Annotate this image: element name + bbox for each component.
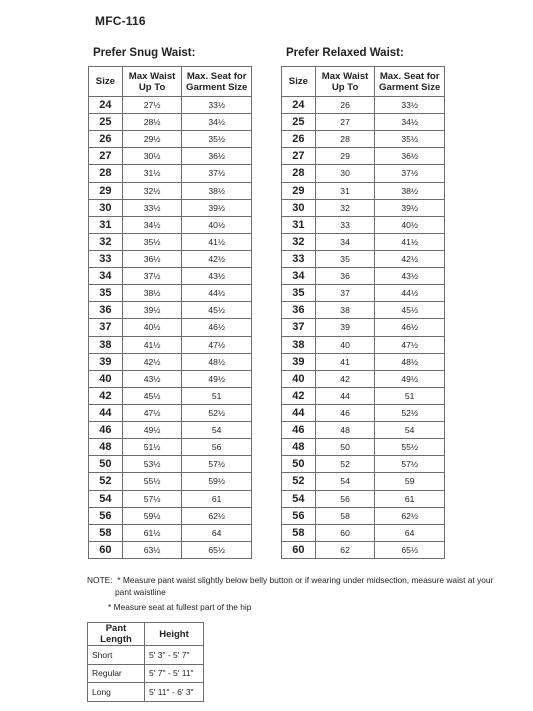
- max-waist-cell: 53½: [122, 456, 182, 473]
- table-row: [282, 114, 445, 131]
- size-cell: 60: [282, 541, 316, 558]
- size-cell: 31: [282, 216, 316, 233]
- max-seat-cell: 48½: [375, 353, 445, 370]
- size-cell: 34: [282, 268, 316, 285]
- max-seat-cell: 64: [375, 524, 445, 541]
- table-row: [282, 473, 445, 490]
- size-cell: 25: [89, 114, 123, 131]
- table-row: [282, 233, 445, 250]
- max-seat-cell: 51: [375, 387, 445, 404]
- table-row: [88, 683, 204, 702]
- table-row: [89, 490, 252, 507]
- size-cell: 31: [89, 216, 123, 233]
- note-line-1: [87, 574, 493, 586]
- max-seat-cell: 35½: [182, 131, 252, 148]
- size-cell: 30: [89, 199, 123, 216]
- max-seat-cell: 42½: [375, 250, 445, 267]
- max-waist-cell: 36: [315, 268, 375, 285]
- table-row: [282, 302, 445, 319]
- size-cell: 40: [89, 370, 123, 387]
- snug-waist-title: Prefer Snug Waist:: [93, 47, 196, 59]
- max-seat-cell: 51: [182, 387, 252, 404]
- table-row: [89, 114, 252, 131]
- table-row: [88, 646, 204, 665]
- max-waist-cell: 46: [315, 404, 375, 421]
- max-seat-cell: 34½: [375, 114, 445, 131]
- max-waist-cell: 42: [315, 370, 375, 387]
- max-seat-cell: 47½: [375, 336, 445, 353]
- max-waist-cell: 30½: [122, 148, 182, 165]
- max-seat-cell: 61: [182, 490, 252, 507]
- max-seat-cell: 40½: [375, 216, 445, 233]
- table-row: [89, 524, 252, 541]
- max-seat-cell: 65½: [375, 541, 445, 558]
- max-waist-cell: 35½: [122, 233, 182, 250]
- max-waist-cell: 41: [315, 353, 375, 370]
- size-cell: 44: [282, 404, 316, 421]
- max-seat-cell: 41½: [375, 233, 445, 250]
- table-row: [89, 97, 252, 114]
- max-waist-cell: 42½: [122, 353, 182, 370]
- height-cell: 5' 7" - 5' 11": [145, 664, 204, 683]
- max-seat-cell: 55½: [375, 439, 445, 456]
- table-row: [89, 319, 252, 336]
- table-row: [89, 387, 252, 404]
- max-seat-cell: 33½: [375, 97, 445, 114]
- size-cell: 48: [89, 439, 123, 456]
- max-seat-cell: 62½: [182, 507, 252, 524]
- size-cell: 56: [282, 507, 316, 524]
- header-max-seat: Max. Seat for Garment Size: [182, 67, 252, 97]
- max-waist-cell: 30: [315, 165, 375, 182]
- max-seat-cell: 65½: [182, 541, 252, 558]
- max-seat-cell: 37½: [182, 165, 252, 182]
- max-seat-cell: 44½: [182, 285, 252, 302]
- table-row: [89, 285, 252, 302]
- size-cell: 54: [89, 490, 123, 507]
- max-waist-cell: 27: [315, 114, 375, 131]
- max-waist-cell: 62: [315, 541, 375, 558]
- max-seat-cell: 57½: [375, 456, 445, 473]
- max-waist-cell: 39: [315, 319, 375, 336]
- size-cell: 56: [89, 507, 123, 524]
- max-seat-cell: 45½: [375, 302, 445, 319]
- table-row: [89, 507, 252, 524]
- max-seat-cell: 49½: [182, 370, 252, 387]
- table-row: [282, 524, 445, 541]
- pant-length-cell: Regular: [88, 664, 145, 683]
- max-waist-cell: 35: [315, 250, 375, 267]
- max-waist-cell: 55½: [122, 473, 182, 490]
- size-cell: 52: [89, 473, 123, 490]
- note-label: NOTE:: [87, 575, 113, 585]
- max-seat-cell: 36½: [182, 148, 252, 165]
- max-seat-cell: 52½: [182, 404, 252, 421]
- table-row: [89, 131, 252, 148]
- max-seat-cell: 43½: [375, 268, 445, 285]
- max-seat-cell: 52½: [375, 404, 445, 421]
- table-row: [89, 233, 252, 250]
- max-waist-cell: 43½: [122, 370, 182, 387]
- table-row: [89, 439, 252, 456]
- size-cell: 28: [89, 165, 123, 182]
- max-waist-cell: 48: [315, 422, 375, 439]
- size-cell: 36: [89, 302, 123, 319]
- max-seat-cell: 33½: [182, 97, 252, 114]
- max-waist-cell: 37½: [122, 268, 182, 285]
- max-seat-cell: 47½: [182, 336, 252, 353]
- size-cell: 33: [282, 250, 316, 267]
- table-row: [282, 439, 445, 456]
- table-row: [89, 302, 252, 319]
- max-waist-cell: 33½: [122, 199, 182, 216]
- table-row: [282, 285, 445, 302]
- max-seat-cell: 64: [182, 524, 252, 541]
- table-row: [282, 353, 445, 370]
- header-max-waist: Max Waist Up To: [122, 67, 182, 97]
- max-seat-cell: 37½: [375, 165, 445, 182]
- max-seat-cell: 46½: [375, 319, 445, 336]
- table-row: [89, 353, 252, 370]
- header-height: Height: [145, 623, 204, 646]
- table-row: [89, 148, 252, 165]
- header-max-seat: Max. Seat for Garment Size: [375, 67, 445, 97]
- max-waist-cell: 38½: [122, 285, 182, 302]
- size-cell: 54: [282, 490, 316, 507]
- size-cell: 38: [89, 336, 123, 353]
- max-seat-cell: 39½: [182, 199, 252, 216]
- size-cell: 26: [282, 131, 316, 148]
- size-cell: 27: [89, 148, 123, 165]
- size-cell: 40: [282, 370, 316, 387]
- table-row: [89, 456, 252, 473]
- max-seat-cell: 57½: [182, 456, 252, 473]
- table-row: [282, 216, 445, 233]
- table-row: [282, 336, 445, 353]
- relaxed-waist-title: Prefer Relaxed Waist:: [286, 47, 404, 59]
- max-waist-cell: 34½: [122, 216, 182, 233]
- table-row: [282, 148, 445, 165]
- size-cell: 37: [282, 319, 316, 336]
- table-row: [282, 268, 445, 285]
- max-waist-cell: 36½: [122, 250, 182, 267]
- max-seat-cell: 44½: [375, 285, 445, 302]
- header-size: Size: [89, 67, 123, 97]
- table-row: [89, 268, 252, 285]
- table-row: [89, 370, 252, 387]
- max-seat-cell: 41½: [182, 233, 252, 250]
- size-cell: 32: [282, 233, 316, 250]
- max-seat-cell: 39½: [375, 199, 445, 216]
- table-row: [88, 664, 204, 683]
- table-row: [89, 422, 252, 439]
- note-line-1-continued: pant waistline: [115, 587, 166, 597]
- max-seat-cell: 54: [375, 422, 445, 439]
- size-cell: 50: [89, 456, 123, 473]
- table-row: [282, 319, 445, 336]
- max-seat-cell: 54: [182, 422, 252, 439]
- max-waist-cell: 59½: [122, 507, 182, 524]
- size-cell: 33: [89, 250, 123, 267]
- note-line-2: * Measure seat at fullest part of the hip: [108, 602, 252, 612]
- max-waist-cell: 37: [315, 285, 375, 302]
- size-cell: 60: [89, 541, 123, 558]
- max-seat-cell: 38½: [375, 182, 445, 199]
- max-seat-cell: 49½: [375, 370, 445, 387]
- size-cell: 42: [89, 387, 123, 404]
- size-cell: 39: [89, 353, 123, 370]
- table-row: [282, 507, 445, 524]
- table-row: [282, 97, 445, 114]
- max-seat-cell: 34½: [182, 114, 252, 131]
- max-waist-cell: 58: [315, 507, 375, 524]
- max-waist-cell: 57½: [122, 490, 182, 507]
- size-cell: 39: [282, 353, 316, 370]
- max-waist-cell: 63½: [122, 541, 182, 558]
- size-cell: 29: [282, 182, 316, 199]
- size-cell: 24: [282, 97, 316, 114]
- height-cell: 5' 3" - 5' 7": [145, 646, 204, 665]
- table-row: [89, 473, 252, 490]
- max-seat-cell: 61: [375, 490, 445, 507]
- max-waist-cell: 60: [315, 524, 375, 541]
- table-row: [89, 199, 252, 216]
- max-waist-cell: 40½: [122, 319, 182, 336]
- max-waist-cell: 41½: [122, 336, 182, 353]
- size-cell: 42: [282, 387, 316, 404]
- max-waist-cell: 45½: [122, 387, 182, 404]
- size-cell: 34: [89, 268, 123, 285]
- table-row: [282, 456, 445, 473]
- table-row: [282, 182, 445, 199]
- max-waist-cell: 44: [315, 387, 375, 404]
- table-header-row: [282, 67, 445, 97]
- table-row: [282, 370, 445, 387]
- size-cell: 37: [89, 319, 123, 336]
- table-row: [282, 422, 445, 439]
- table-row: [282, 250, 445, 267]
- size-cell: 58: [282, 524, 316, 541]
- table-row: [282, 404, 445, 421]
- size-cell: 26: [89, 131, 123, 148]
- pant-length-table: [87, 622, 204, 702]
- table-header-row: [89, 67, 252, 97]
- max-waist-cell: 50: [315, 439, 375, 456]
- max-waist-cell: 47½: [122, 404, 182, 421]
- table-row: [89, 165, 252, 182]
- size-cell: 38: [282, 336, 316, 353]
- size-cell: 24: [89, 97, 123, 114]
- max-waist-cell: 51½: [122, 439, 182, 456]
- max-seat-cell: 59½: [182, 473, 252, 490]
- size-cell: 27: [282, 148, 316, 165]
- document-code: MFC-116: [95, 14, 146, 28]
- height-cell: 5' 11" - 6' 3": [145, 683, 204, 702]
- size-cell: 28: [282, 165, 316, 182]
- size-cell: 30: [282, 199, 316, 216]
- size-cell: 29: [89, 182, 123, 199]
- max-waist-cell: 39½: [122, 302, 182, 319]
- max-waist-cell: 28: [315, 131, 375, 148]
- max-waist-cell: 38: [315, 302, 375, 319]
- max-waist-cell: 29: [315, 148, 375, 165]
- table-row: [282, 199, 445, 216]
- max-seat-cell: 35½: [375, 131, 445, 148]
- max-seat-cell: 40½: [182, 216, 252, 233]
- table-row: [282, 131, 445, 148]
- max-seat-cell: 43½: [182, 268, 252, 285]
- max-seat-cell: 62½: [375, 507, 445, 524]
- relaxed-waist-table: [281, 66, 445, 559]
- table-header-row: [88, 623, 204, 646]
- max-seat-cell: 38½: [182, 182, 252, 199]
- size-cell: 44: [89, 404, 123, 421]
- table-row: [89, 182, 252, 199]
- table-row: [89, 404, 252, 421]
- max-seat-cell: 42½: [182, 250, 252, 267]
- table-row: [89, 541, 252, 558]
- max-seat-cell: 46½: [182, 319, 252, 336]
- max-waist-cell: 61½: [122, 524, 182, 541]
- max-waist-cell: 32½: [122, 182, 182, 199]
- table-row: [282, 490, 445, 507]
- max-seat-cell: 36½: [375, 148, 445, 165]
- header-size: Size: [282, 67, 316, 97]
- note-waist-text: * Measure pant waist slightly below belly button or if wearing under midsection, measure waist at your: [117, 575, 494, 585]
- max-waist-cell: 54: [315, 473, 375, 490]
- size-cell: 25: [282, 114, 316, 131]
- pant-length-cell: Long: [88, 683, 145, 702]
- max-waist-cell: 49½: [122, 422, 182, 439]
- size-cell: 50: [282, 456, 316, 473]
- table-row: [89, 250, 252, 267]
- max-seat-cell: 48½: [182, 353, 252, 370]
- max-waist-cell: 28½: [122, 114, 182, 131]
- max-waist-cell: 26: [315, 97, 375, 114]
- max-waist-cell: 34: [315, 233, 375, 250]
- pant-length-cell: Short: [88, 646, 145, 665]
- max-waist-cell: 31½: [122, 165, 182, 182]
- max-waist-cell: 40: [315, 336, 375, 353]
- max-seat-cell: 45½: [182, 302, 252, 319]
- max-waist-cell: 29½: [122, 131, 182, 148]
- table-row: [282, 541, 445, 558]
- size-cell: 36: [282, 302, 316, 319]
- max-seat-cell: 56: [182, 439, 252, 456]
- size-cell: 58: [89, 524, 123, 541]
- size-cell: 46: [282, 422, 316, 439]
- max-waist-cell: 33: [315, 216, 375, 233]
- size-cell: 52: [282, 473, 316, 490]
- size-cell: 35: [282, 285, 316, 302]
- table-row: [89, 216, 252, 233]
- snug-waist-table: [88, 66, 252, 559]
- max-waist-cell: 56: [315, 490, 375, 507]
- max-waist-cell: 27½: [122, 97, 182, 114]
- table-row: [89, 336, 252, 353]
- header-pant-length: Pant Length: [88, 623, 145, 646]
- size-cell: 48: [282, 439, 316, 456]
- size-cell: 32: [89, 233, 123, 250]
- size-cell: 46: [89, 422, 123, 439]
- max-waist-cell: 32: [315, 199, 375, 216]
- max-waist-cell: 31: [315, 182, 375, 199]
- table-row: [282, 387, 445, 404]
- table-row: [282, 165, 445, 182]
- max-seat-cell: 59: [375, 473, 445, 490]
- header-max-waist: Max Waist Up To: [315, 67, 375, 97]
- size-cell: 35: [89, 285, 123, 302]
- max-waist-cell: 52: [315, 456, 375, 473]
